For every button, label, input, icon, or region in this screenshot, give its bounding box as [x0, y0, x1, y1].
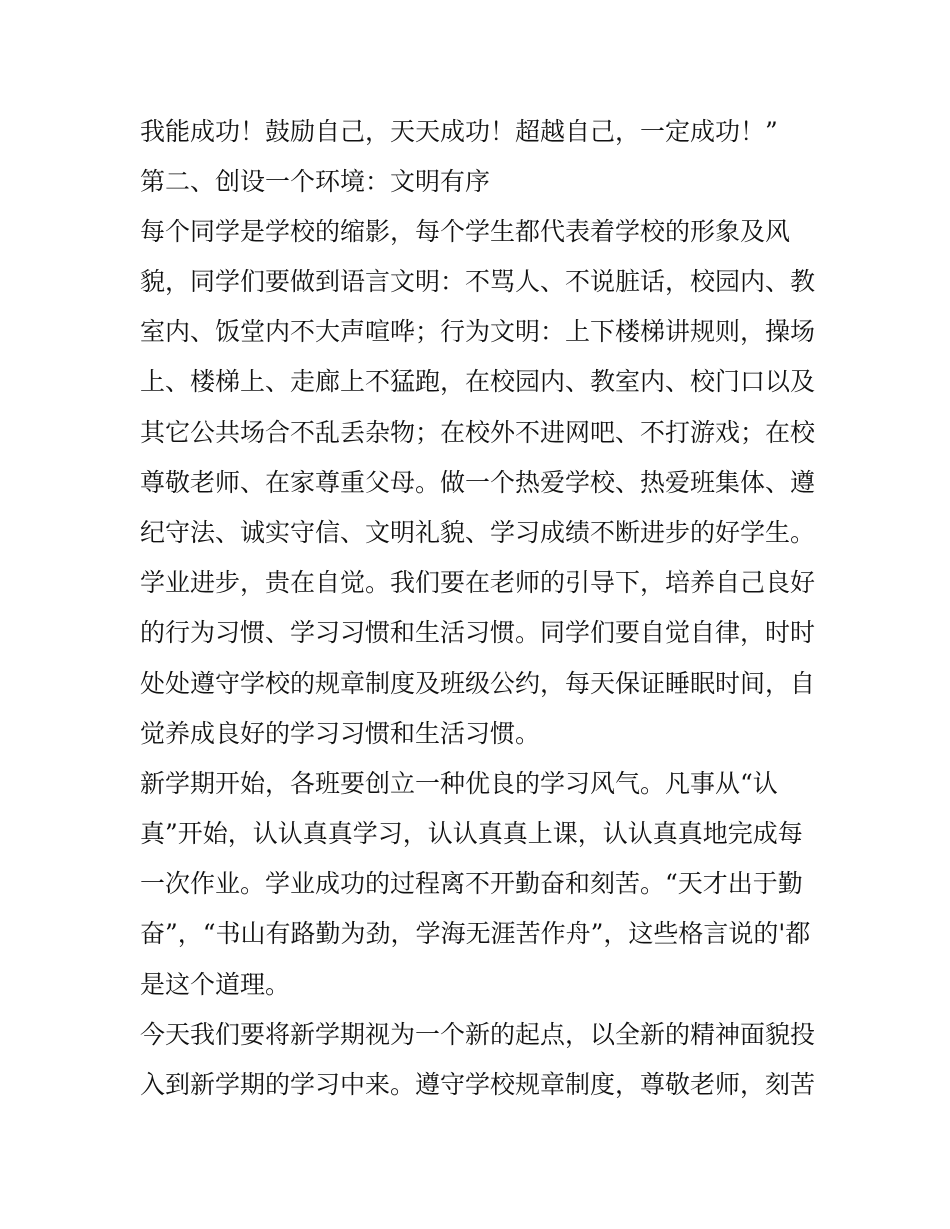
- text-line: 尊敬老师、在家尊重父母。做一个热爱学校、热爱班集体、遵: [140, 468, 816, 497]
- section-heading: 第二、创设一个环境：文明有序: [140, 167, 491, 196]
- text-line: 是这个道理。: [140, 970, 291, 999]
- text-line: 我能成功！鼓励自己，天天成功！超越自己，一定成功！”: [140, 117, 778, 146]
- text-line: 真”开始，认认真真学习，认认真真上课，认认真真地完成每: [140, 819, 803, 848]
- text-line: 学业进步，贵在自觉。我们要在老师的引导下，培养自己良好: [140, 568, 816, 597]
- text-line: 上、楼梯上、走廊上不猛跑，在校园内、教室内、校门口以及: [140, 367, 816, 396]
- text-line: 纪守法、诚实守信、文明礼貌、学习成绩不断进步的好学生。: [140, 518, 816, 547]
- text-line: 觉养成良好的学习习惯和生活习惯。: [140, 719, 541, 748]
- text-line: 奋”，“书山有路勤为劲，学海无涯苦作舟”，这些格言说的'都: [140, 919, 811, 948]
- text-line: 今天我们要将新学期视为一个新的起点，以全新的精神面貌投: [140, 1020, 816, 1049]
- text-line: 处处遵守学校的规章制度及班级公约，每天保证睡眠时间，自: [140, 669, 816, 698]
- text-line: 新学期开始，各班要创立一种优良的学习风气。凡事从“认: [140, 769, 778, 798]
- text-line: 室内、饭堂内不大声喧哗；行为文明：上下楼梯讲规则，操场: [140, 317, 816, 346]
- text-line: 貌，同学们要做到语言文明：不骂人、不说脏话，校园内、教: [140, 267, 816, 296]
- text-line: 的行为习惯、学习习惯和生活习惯。同学们要自觉自律，时时: [140, 618, 816, 647]
- text-line: 入到新学期的学习中来。遵守学校规章制度，尊敬老师，刻苦: [140, 1070, 816, 1099]
- text-line: 每个同学是学校的缩影，每个学生都代表着学校的形象及风: [140, 217, 791, 246]
- text-line: 其它公共场合不乱丢杂物；在校外不进网吧、不打游戏；在校: [140, 418, 816, 447]
- text-line: 一次作业。学业成功的过程离不开勤奋和刻苦。“天才出于勤: [140, 869, 803, 898]
